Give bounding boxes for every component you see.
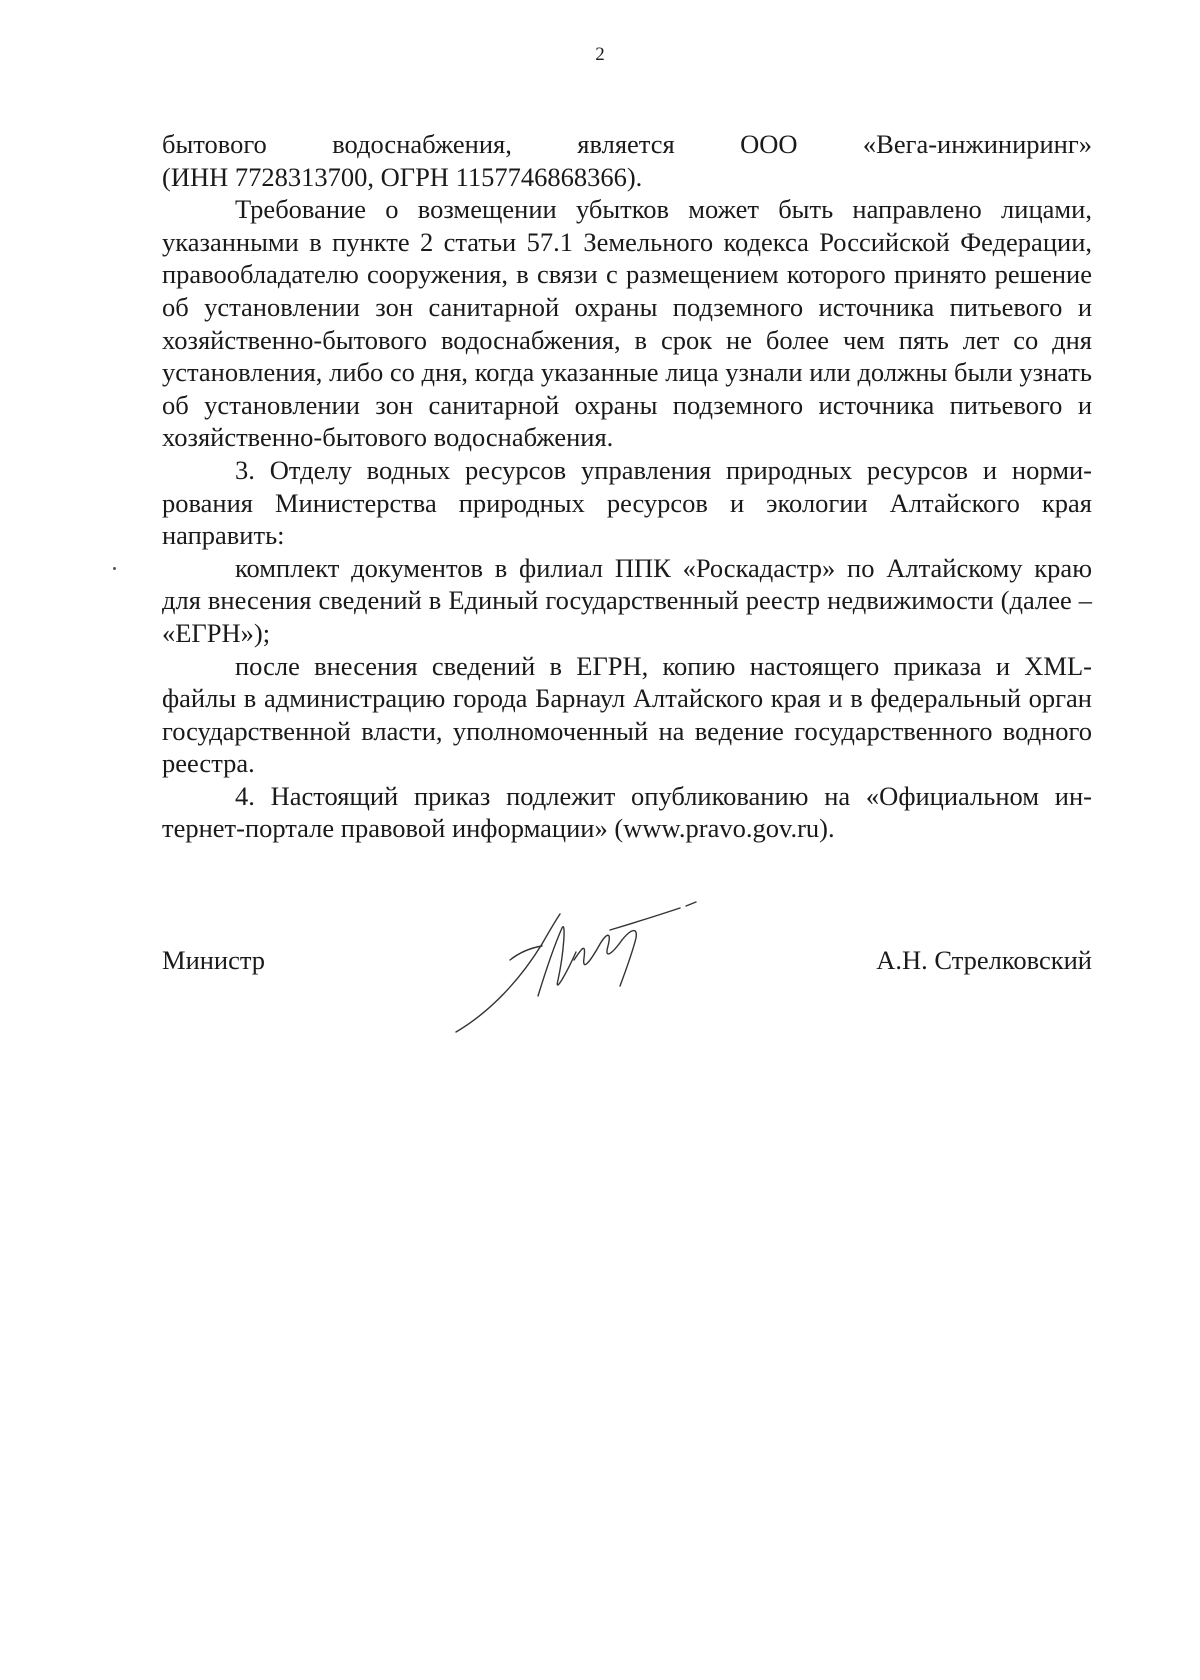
scan-speck: [113, 567, 116, 570]
word: является: [577, 129, 675, 159]
paragraph-after-egrn: после внесения сведений в ЕГРН, копию настоящего приказа и XML-файлы в администрацию города Барнаул Алтайского края и в федеральный орган государственной власти, уполномоченный на ведение государственного водного реестра.: [162, 650, 1092, 779]
paragraph-damages-claim: Требование о возмещении убытков может быть направлено лицами, указанными в пункте 2 статьи 57.1 Земельного кодекса Российской Федерации, правообладателю сооружения, в связи с размещением которого принято решение об установлении зон санитарной охраны подземного источника питьевого и хозяйственно-бытового водоснабжения, в срок не более чем пять лет со дня установления, либо со дня, когда указанные лица узнали или должны были узнать об установлении зон санитарной охраны подземного источника питьевого и хозяйственно-бытового водоснабжения.: [162, 194, 1092, 453]
signature-block: [162, 944, 1092, 984]
paragraph-1-line-1: [162, 128, 1092, 161]
document-body: [162, 128, 1092, 845]
page-number: 2: [595, 44, 605, 65]
signatory-position: Министр: [162, 945, 266, 975]
paragraph-1-line-2: (ИНН 7728313700, ОГРН 1157746868366).: [162, 161, 643, 192]
word: водоснабжения,: [332, 129, 512, 159]
word: бытового: [162, 129, 267, 159]
word: «Вега-инжиниринг»: [862, 129, 1092, 159]
signatory-name: А.Н. Стрелковский: [876, 945, 1092, 975]
paragraph-item-3: 3. Отделу водных ресурсов управления природных ресурсов и нормирования Министерства природных ресурсов и экологии Алтайского края направить:: [162, 454, 1092, 551]
paragraph-item-4: 4. Настоящий приказ подлежит опубликованию на «Официальном интернет-портале правовой информации» (www.pravo.gov.ru).: [162, 780, 1092, 844]
word: ООО: [740, 129, 798, 159]
paragraph-roskadastr: комплект документов в филиал ППК «Роскадастр» по Алтайскому краю для внесения сведений в Единый государственный реестр недвижимости (далее – «ЕГРН»);: [162, 552, 1092, 648]
